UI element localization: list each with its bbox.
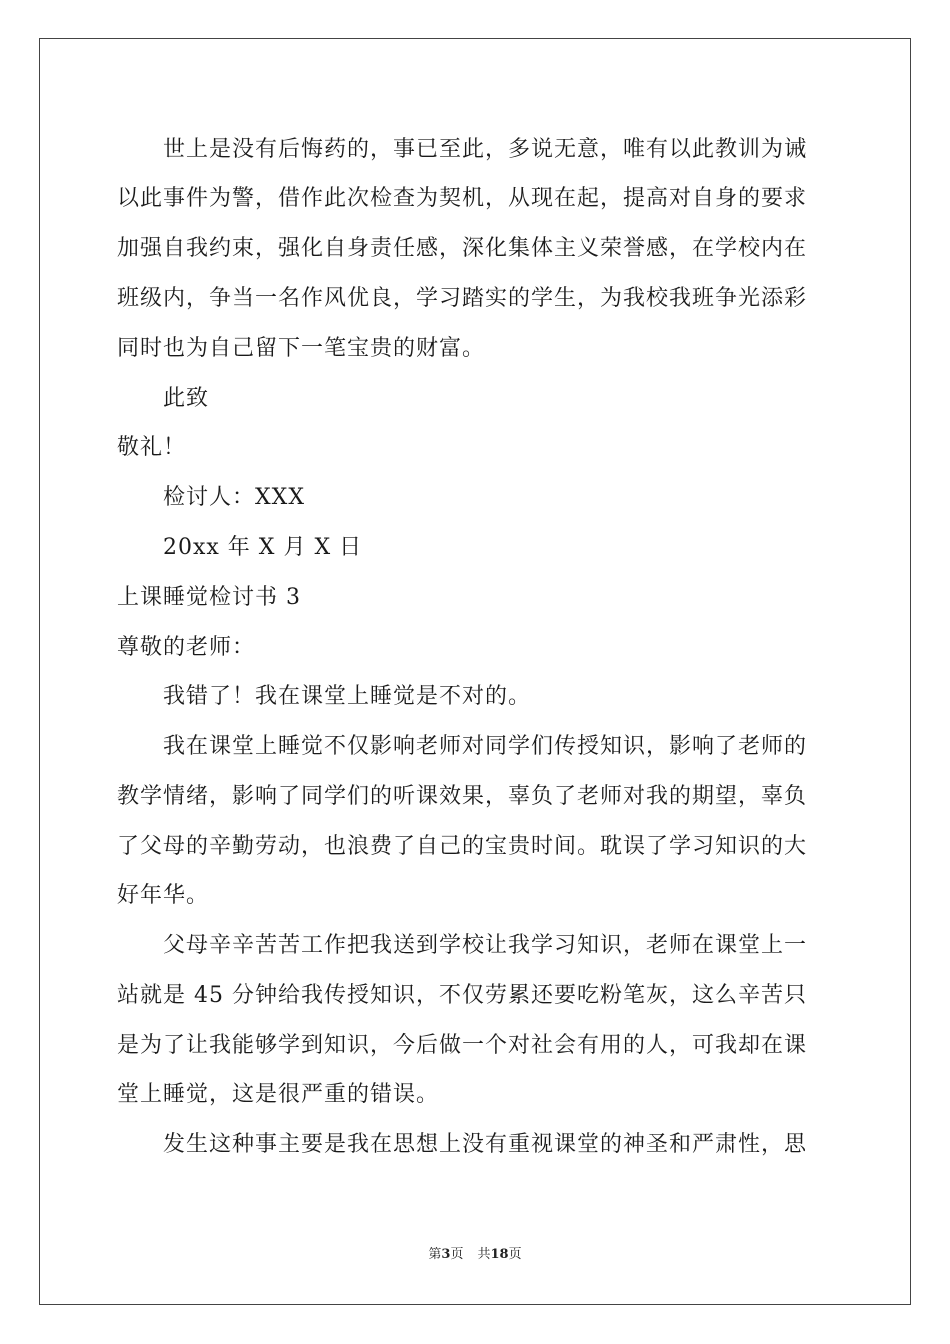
- paragraph-line: 我在课堂上睡觉不仅影响老师对同学们传授知识，影响了老师的: [163, 734, 808, 759]
- paragraph-line: 我错了！我在课堂上睡觉是不对的。: [163, 684, 532, 709]
- paragraph-line: 班级内，争当一名作风优良，学习踏实的学生，为我校我班争光添彩: [117, 286, 808, 311]
- signature-line: 检讨人：XXX: [163, 485, 305, 510]
- paragraph-line: 好年华。: [117, 883, 210, 908]
- total-pages: 18: [490, 1247, 509, 1262]
- date-line: 20xx 年 X 月 X 日: [163, 535, 363, 560]
- paragraph-line: 教学情绪，影响了同学们的听课效果，辜负了老师对我的期望，辜负: [117, 784, 808, 809]
- page-prefix: 第: [428, 1247, 442, 1262]
- paragraph-line: 堂上睡觉，这是很严重的错误。: [117, 1082, 440, 1107]
- page-border: [39, 38, 911, 1305]
- paragraph-line: 站就是 45 分钟给我传授知识，不仅劳累还要吃粉笔灰，这么辛苦只: [117, 983, 807, 1008]
- paragraph-line: 以此事件为警，借作此次检查为契机，从现在起，提高对自身的要求: [117, 186, 808, 211]
- paragraph-line: 发生这种事主要是我在思想上没有重视课堂的神圣和严肃性，思: [163, 1132, 808, 1157]
- paragraph-line: 是为了让我能够学到知识，今后做一个对社会有用的人，可我却在课: [117, 1033, 808, 1058]
- closing-regards: 敬礼！: [117, 435, 187, 460]
- section-title: 上课睡觉检讨书 3: [117, 585, 301, 610]
- page-number: 3: [441, 1247, 451, 1262]
- page-suffix: 页: [450, 1247, 464, 1262]
- paragraph-line: 同时也为自己留下一笔宝贵的财富。: [117, 336, 486, 361]
- closing-salutation: 此致: [163, 386, 210, 411]
- total-prefix: 共: [477, 1247, 491, 1262]
- paragraph-line: 加强自我约束，强化自身责任感，深化集体主义荣誉感，在学校内在: [117, 236, 808, 261]
- paragraph-line: 了父母的辛勤劳动，也浪费了自己的宝贵时间。耽误了学习知识的大: [117, 834, 808, 859]
- paragraph-line: 父母辛辛苦苦工作把我送到学校让我学习知识，老师在课堂上一: [163, 933, 808, 958]
- page-footer: [0, 1243, 950, 1262]
- greeting: 尊敬的老师：: [117, 635, 256, 660]
- paragraph-line: 世上是没有后悔药的，事已至此，多说无意，唯有以此教训为诫: [163, 137, 808, 162]
- total-suffix: 页: [508, 1247, 522, 1262]
